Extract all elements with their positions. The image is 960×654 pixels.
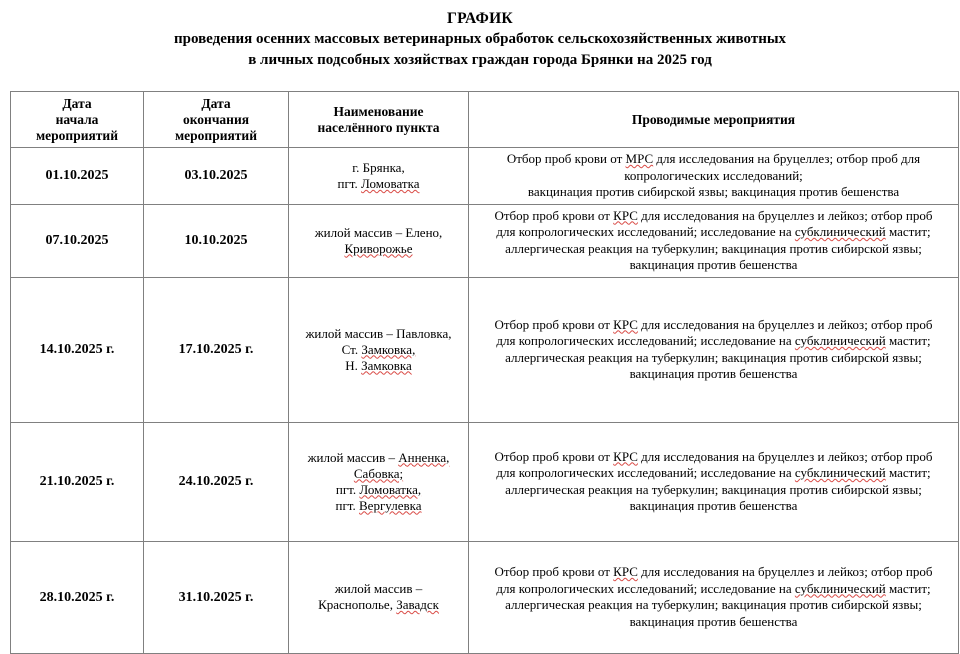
settlement-text: пгт. xyxy=(335,481,360,497)
cell-end-date: 17.10.2025 г. xyxy=(144,277,289,422)
cell-settlement xyxy=(289,277,469,422)
cell-activities xyxy=(469,204,959,277)
activity-misspelled-word: КРС xyxy=(613,207,638,223)
activity-line: вакцинация против бешенства xyxy=(629,498,798,513)
activity-text: мастит; xyxy=(885,465,931,480)
column-header-settlement-line-1: Наименование xyxy=(333,103,424,119)
settlement-text: Н. xyxy=(345,357,362,373)
settlement-text: пгт. xyxy=(337,175,362,191)
table-row xyxy=(11,204,959,277)
column-header-activities: Проводимые мероприятия xyxy=(469,92,959,148)
activity-misspelled-word: субклинический xyxy=(794,333,886,348)
cell-settlement xyxy=(289,541,469,653)
activity-text: Отбор проб крови от xyxy=(506,151,626,166)
activity-misspelled-word: МРС xyxy=(625,151,654,166)
activity-misspelled-word: КРС xyxy=(613,564,638,579)
activity-text: Отбор проб крови от xyxy=(494,564,614,579)
settlement-line: жилой массив – Елено, xyxy=(314,224,443,240)
activity-text: для копрологических исследований; исследование на xyxy=(496,224,795,239)
settlement-misspelled-word: Ломоватка xyxy=(361,175,420,191)
settlement-misspelled-word: Вергулевка xyxy=(359,497,422,513)
cell-start-date: 21.10.2025 г. xyxy=(11,422,144,541)
settlement-misspelled-word: Сабовка; xyxy=(353,465,404,481)
activity-line: аллергическая реакция на туберкулин; вакцинация против сибирской язвы; xyxy=(505,240,922,256)
activity-misspelled-word: субклинический xyxy=(794,465,886,480)
column-header-start-date-line-2: начала xyxy=(55,111,99,127)
activity-text: для копрологических исследований; исследование на xyxy=(496,465,795,480)
settlement-line: г. Брянка, xyxy=(352,159,405,175)
column-header-start-date-line-1: Дата xyxy=(62,95,92,111)
column-header-end-date-line-1: Дата xyxy=(201,95,231,111)
activity-text: для копрологических исследований; исследование на xyxy=(496,580,795,596)
activity-text: для исследования на бруцеллез и лейкоз; отбор проб xyxy=(637,564,933,579)
table-header-row xyxy=(11,92,959,148)
activity-line: аллергическая реакция на туберкулин; вакцинация против сибирской язвы; xyxy=(505,597,922,612)
activity-misspelled-word: субклинический xyxy=(794,580,886,596)
column-header-end-date-line-3: мероприятий xyxy=(174,127,257,143)
table-header xyxy=(11,92,959,148)
settlement-misspelled-word: Анненка, xyxy=(398,449,450,465)
settlement-line xyxy=(293,342,464,358)
settlement-line: жилой массив – Павловка, xyxy=(305,325,452,341)
activity-line xyxy=(473,449,954,466)
activity-text: мастит; xyxy=(885,580,931,596)
activity-line xyxy=(473,317,954,334)
column-header-settlement-line-2: населённого пункта xyxy=(317,119,440,135)
column-header-settlement xyxy=(289,92,469,148)
settlement-line xyxy=(293,176,464,192)
activity-text: мастит; xyxy=(885,224,931,239)
settlement-text: Краснополье, xyxy=(318,597,397,612)
table-row xyxy=(11,148,959,205)
table-row xyxy=(11,422,959,541)
activity-line: аллергическая реакция на туберкулин; вакцинация против сибирской язвы; xyxy=(505,481,922,497)
activity-text: для исследования на бруцеллез и лейкоз; отбор проб xyxy=(637,316,933,332)
settlement-line xyxy=(293,498,464,514)
activity-line xyxy=(473,151,954,168)
activity-line: вакцинация против сибирской язвы; вакцинация против бешенства xyxy=(527,184,900,199)
activity-line: копрологических исследований; xyxy=(624,167,803,183)
settlement-line xyxy=(293,358,464,374)
cell-end-date: 10.10.2025 xyxy=(144,204,289,277)
settlement-line xyxy=(293,466,464,482)
activity-text: Отбор проб крови от xyxy=(494,207,614,223)
cell-end-date: 31.10.2025 г. xyxy=(144,541,289,653)
activity-line xyxy=(473,581,954,598)
cell-activities xyxy=(469,148,959,205)
settlement-line xyxy=(293,482,464,498)
column-header-start-date-line-3: мероприятий xyxy=(35,127,118,143)
cell-start-date: 28.10.2025 г. xyxy=(11,541,144,653)
settlement-line xyxy=(293,450,464,466)
settlement-misspelled-word: Криворожье xyxy=(344,240,413,256)
activity-text: для исследования на бруцеллез и лейкоз; отбор проб xyxy=(637,448,933,464)
cell-start-date: 07.10.2025 xyxy=(11,204,144,277)
table-body xyxy=(11,148,959,654)
cell-settlement xyxy=(289,422,469,541)
schedule-table xyxy=(10,91,959,654)
activity-line xyxy=(473,208,954,225)
page-title xyxy=(0,0,960,71)
activity-text: Отбор проб крови от xyxy=(494,448,614,464)
cell-start-date: 01.10.2025 xyxy=(11,148,144,205)
cell-activities xyxy=(469,277,959,422)
settlement-misspelled-word: Замковка xyxy=(361,357,412,373)
settlement-misspelled-word: Ломоватка, xyxy=(359,481,422,497)
activity-misspelled-word: КРС xyxy=(613,448,638,464)
settlement-text: пгт. xyxy=(335,497,359,513)
cell-activities xyxy=(469,422,959,541)
cell-end-date: 24.10.2025 г. xyxy=(144,422,289,541)
cell-end-date: 03.10.2025 xyxy=(144,148,289,205)
activity-line: вакцинация против бешенства xyxy=(629,613,798,629)
activity-text: для исследования на бруцеллез; отбор проб для xyxy=(653,151,921,166)
cell-settlement xyxy=(289,204,469,277)
settlement-text: Ст. xyxy=(341,341,362,357)
column-header-start-date xyxy=(11,92,144,148)
activity-line xyxy=(473,224,954,241)
activity-text: Отбор проб крови от xyxy=(494,316,614,332)
activity-line: вакцинация против бешенства xyxy=(629,366,798,381)
activity-text: мастит; xyxy=(885,333,931,348)
settlement-line xyxy=(293,241,464,257)
settlement-line xyxy=(293,597,464,613)
title-line-2: проведения осенних массовых ветеринарных обработок сельскохозяйственных животных xyxy=(173,31,787,47)
table-row xyxy=(11,541,959,653)
column-header-end-date-line-2: окончания xyxy=(182,111,250,127)
table-row xyxy=(11,277,959,422)
activity-line: вакцинация против бешенства xyxy=(629,257,798,272)
schedule-table-container xyxy=(10,91,958,654)
cell-activities xyxy=(469,541,959,653)
cell-start-date: 14.10.2025 г. xyxy=(11,277,144,422)
settlement-misspelled-word: Завадск xyxy=(396,597,439,612)
title-line-3: в личных подсобных хозяйствах граждан города Брянки на 2025 год xyxy=(248,52,712,68)
activity-text: для копрологических исследований; исследование на xyxy=(496,333,795,348)
activity-line xyxy=(473,465,954,482)
activity-line: аллергическая реакция на туберкулин; вакцинация против сибирской язвы; xyxy=(505,349,922,365)
activity-misspelled-word: КРС xyxy=(613,316,638,332)
activity-misspelled-word: субклинический xyxy=(794,224,886,239)
column-header-end-date xyxy=(144,92,289,148)
activity-line xyxy=(473,564,954,581)
activity-line xyxy=(473,333,954,350)
activity-text: для исследования на бруцеллез и лейкоз; отбор проб xyxy=(637,207,933,223)
settlement-misspelled-word: Замковка, xyxy=(361,341,416,357)
settlement-line: жилой массив – xyxy=(334,581,423,596)
cell-settlement xyxy=(289,148,469,205)
title-line-1: ГРАФИК xyxy=(447,10,513,27)
settlement-text: жилой массив – xyxy=(307,449,399,465)
